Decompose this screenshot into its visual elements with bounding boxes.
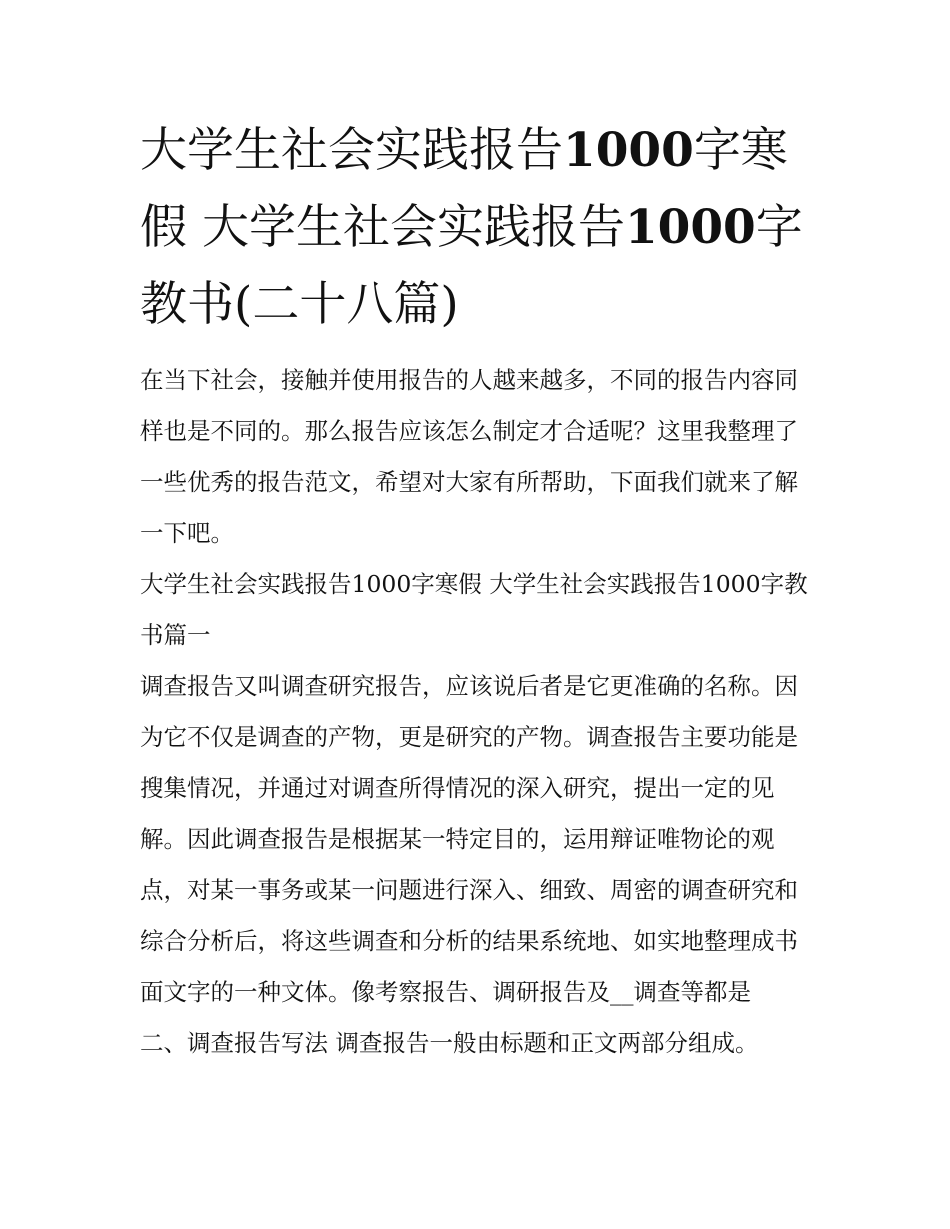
paragraph-intro: 在当下社会，接触并使用报告的人越来越多，不同的报告内容同样也是不同的。那么报告应该怎么制定才合适呢？这里我整理了一些优秀的报告范文，希望对大家有所帮助，下面我们就来了解一下吧。 — [140, 366, 798, 547]
paragraph-definition: 调查报告又叫调查研究报告，应该说后者是它更准确的名称。因为它不仅是调查的产物，更是研究的产物。调查报告主要功能是搜集情况，并通过对调查所得情况的深入研究，提出一定的见解。因此调查报告是根据某一特定目的，运用辩证唯物论的观点，对某一事务或某一问题进行深入、细致、周密的调查研究和综合分析后，将这些调查和分析的结果系统地、如实地整理成书面文字的一种文体。像考察报告、调研报告及__调查等都是 — [140, 672, 798, 1006]
document-title: 大学生社会实践报告1000字寒假 大学生社会实践报告1000字教书(二十八篇) — [140, 123, 803, 332]
section-heading: 大学生社会实践报告1000字寒假 大学生社会实践报告1000字教书篇一 — [140, 570, 808, 649]
paragraph-structure: 二、调查报告写法 调查报告一般由标题和正文两部分组成。 — [140, 1029, 759, 1057]
document-body — [140, 112, 812, 1069]
